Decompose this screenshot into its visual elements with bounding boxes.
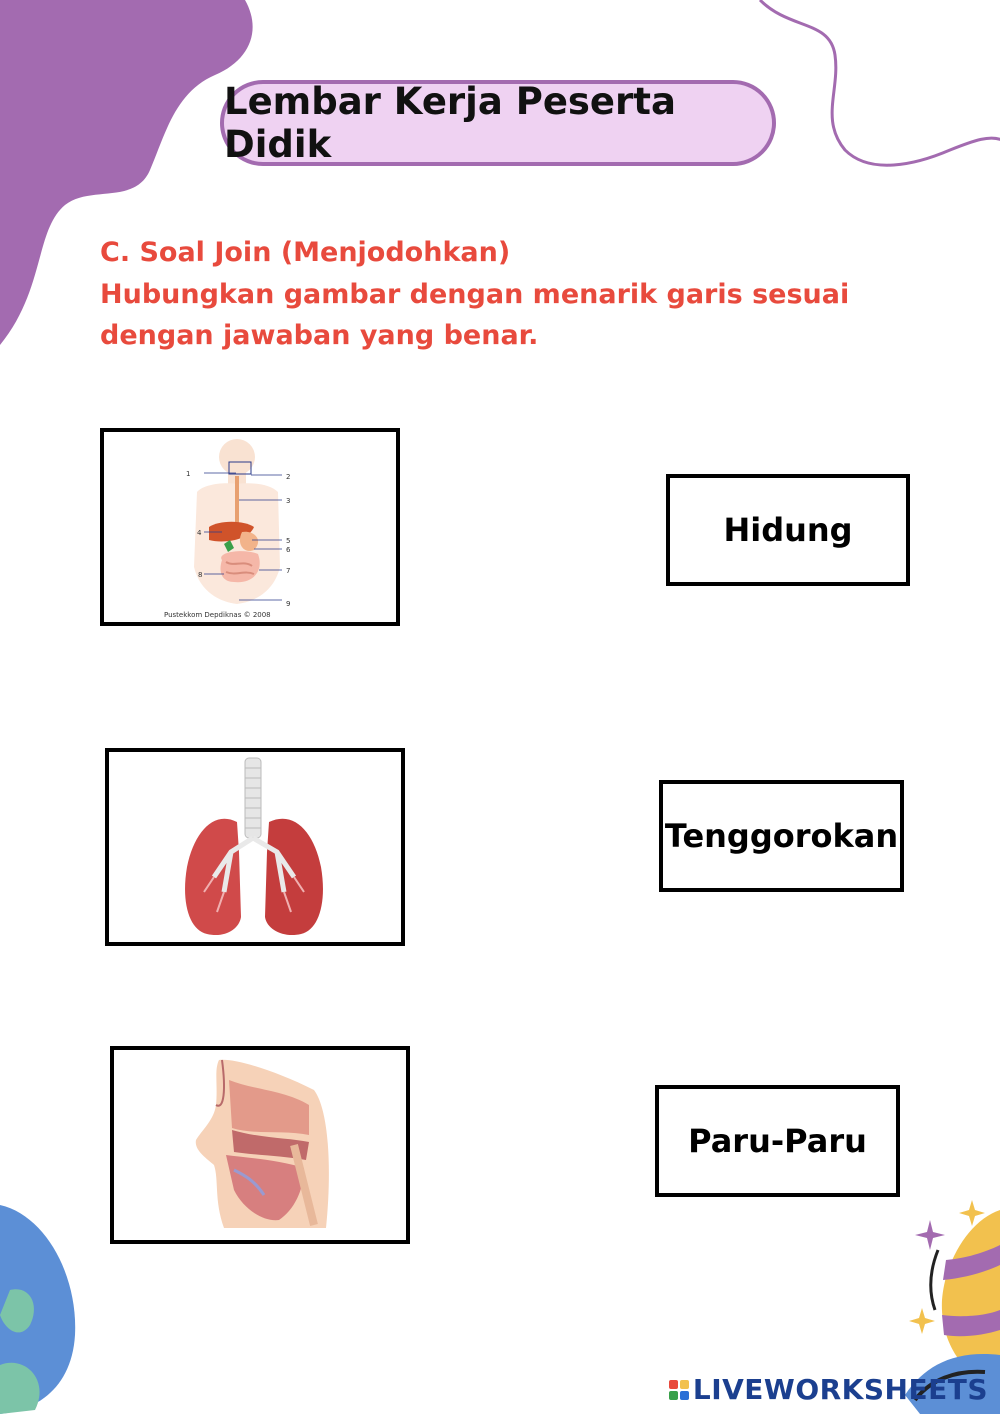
image-credit: Pustekkom Depdiknas © 2008: [164, 611, 271, 619]
liveworksheets-brand[interactable]: [669, 1373, 988, 1406]
nose-throat-illustration: [114, 1050, 406, 1240]
diagram-label-7: 7: [286, 567, 291, 575]
answer-box-hidung[interactable]: [666, 474, 910, 586]
liveworksheets-logo-icon: [669, 1380, 689, 1400]
diagram-label-8: 8: [198, 571, 203, 579]
image-box-nose-throat[interactable]: [110, 1046, 410, 1244]
diagram-label-1: 1: [186, 470, 191, 478]
purple-wave-line-decoration: [740, 0, 1000, 180]
answer-label-tenggorokan: Tenggorokan: [664, 817, 899, 855]
answer-label-hidung: Hidung: [723, 511, 853, 549]
instruction-line-1: Hubungkan gambar dengan menarik garis sesuai: [100, 279, 850, 310]
diagram-label-4: 4: [197, 529, 202, 537]
answer-box-paru-paru[interactable]: [655, 1085, 900, 1197]
digestive-system-illustration: [104, 432, 396, 622]
diagram-label-2: 2: [286, 473, 291, 481]
instruction-line-2: dengan jawaban yang benar.: [100, 320, 539, 351]
image-box-lungs[interactable]: [105, 748, 405, 946]
section-heading: C. Soal Join (Menjodohkan): [100, 237, 511, 268]
image-box-digestive-system[interactable]: [100, 428, 400, 626]
page-title: Lembar Kerja Peserta Didik: [220, 80, 776, 166]
answer-box-tenggorokan[interactable]: [659, 780, 904, 892]
diagram-label-6: 6: [286, 546, 291, 554]
diagram-label-5: 5: [286, 537, 291, 545]
diagram-label-9: 9: [286, 600, 291, 608]
lungs-illustration: [109, 752, 401, 942]
diagram-label-3: 3: [286, 497, 291, 505]
answer-label-paru-paru: Paru-Paru: [688, 1122, 867, 1160]
brand-text: LIVEWORKSHEETS: [692, 1373, 988, 1406]
globe-decoration: [0, 1205, 80, 1414]
